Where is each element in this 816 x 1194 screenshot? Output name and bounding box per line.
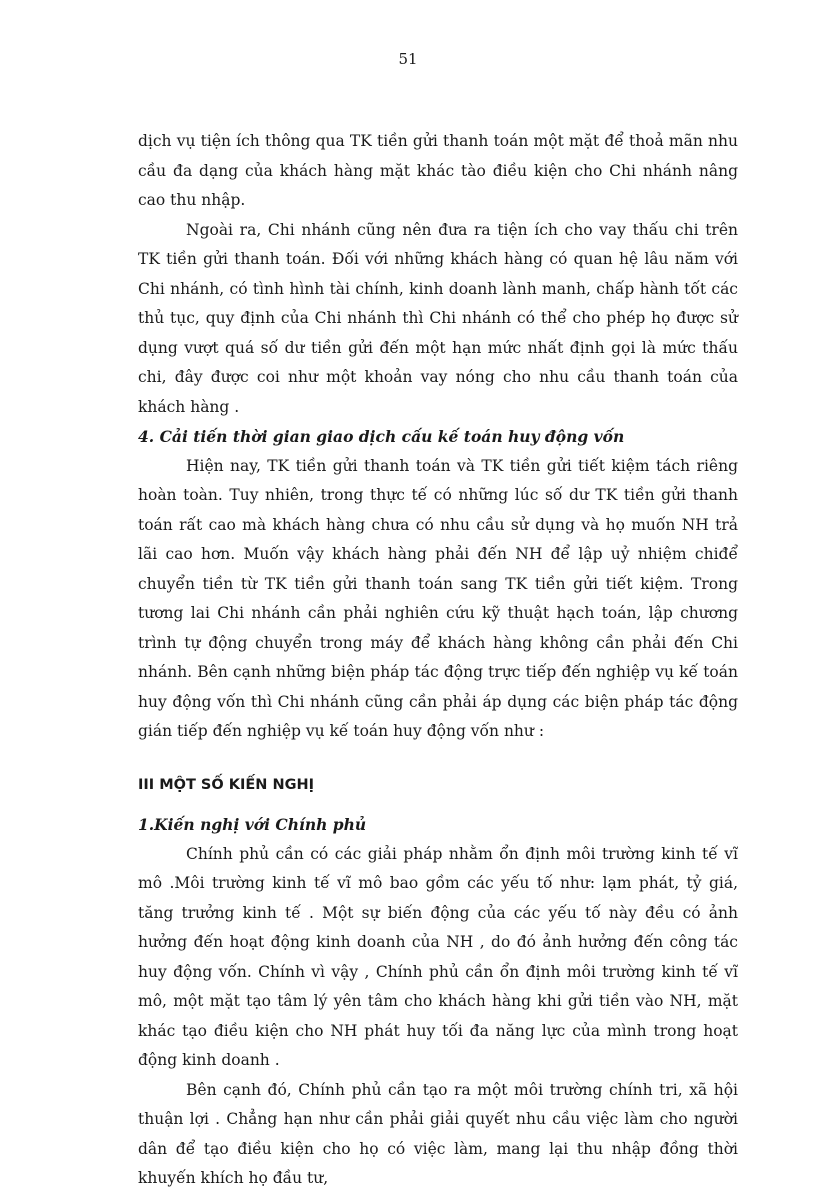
paragraph-hien-nay: Hiện nay, TK tiền gửi thanh toán và TK tiền gửi tiết kiệm tách riêng hoàn toàn. Tuy nhiên, trong thực tế có những lúc số dư TK tiền gửi thanh toán rất cao mà khách hàng chưa có nhu cầu sử dụng và họ muốn NH trả lãi cao hơn. Muốn vậy khách hàng phải đến NH để lập uỷ nhiệm chiđể chuyển tiền từ TK tiền gửi thanh toán sang TK tiền gửi tiết kiệm. Trong tương lai Chi nhánh cần phải nghiên cứu kỹ thuật hạch toán, lập chương trình tự động chuyển trong máy để khách hàng không cần phải đến Chi nhánh. Bên cạnh những biện pháp tác động trực tiếp đến nghiệp vụ kế toán huy động vốn thì Chi nhánh cũng cần phải áp dụng các biện pháp tác động gián tiếp đến nghiệp vụ kế toán huy động vốn như : <box>138 456 738 740</box>
paragraph-thau-chi: Ngoài ra, Chi nhánh cũng nên đưa ra tiện ích cho vay thấu chi trên TK tiền gửi thanh toán. Đối với những khách hàng có quan hệ lâu năm với Chi nhánh, có tình hình tài chính, kinh doanh lành manh, chấp hành tốt các thủ tục, quy định của Chi nhánh thì Chi nhánh có thể cho phép họ được sử dụng vượt quá số dư tiền gửi đến một hạn mức nhất định gọi là mức thấu chi, đây được coi như một khoản vay nóng cho nhu cầu thanh toán của khách hàng . <box>138 220 738 416</box>
heading-cai-tien-thoi-gian: 4. Cải tiến thời gian giao dịch cấu kế toán huy động vốn <box>138 427 625 446</box>
section-heading-kien-nghi: III MỘT SỐ KIẾN NGHỊ <box>138 776 315 793</box>
paragraph-moi-truong-vi-mo: Chính phủ cần có các giải pháp nhằm ổn định môi trường kinh tế vĩ mô .Môi trường kinh tế vĩ mô bao gồm các yếu tố như: lạm phát, tỷ giá, tăng trưởng kinh tế . Một sự biến động của các yếu tố này đều có ảnh hưởng đến hoạt động kinh doanh của NH , do đó ảnh hưởng đến công tác huy động vốn. Chính vì vậy , Chính phủ cần ổn định môi trường kinh tế vĩ mô, một mặt tạo tâm lý yên tâm cho khách hàng khi gửi tiền vào NH, mặt khác tạo điều kiện cho NH phát huy tối đa năng lực của mình trong hoạt động kinh doanh . <box>138 844 738 1069</box>
page-number: 51 <box>398 50 418 68</box>
page-body <box>138 127 738 1194</box>
paragraph-tien-ich: dịch vụ tiện ích thông qua TK tiền gửi thanh toán một mặt để thoả mãn nhu cầu đa dạng của khách hàng mặt khác tào điều kiện cho Chi nhánh nâng cao thu nhập. <box>138 132 738 209</box>
heading-kien-nghi-chinh-phu: 1.Kiến nghị với Chính phủ <box>138 815 367 834</box>
paragraph-chinh-tri-xa-hoi: Bên cạnh đó, Chính phủ cần tạo ra một môi trường chính tri, xã hội thuận lợi . Chẳng hạn như cần phải giải quyết nhu cầu việc làm cho người dân để tạo điều kiện cho họ có việc làm, mang lại thu nhập đồng thời khuyến khích họ đầu tư, <box>138 1080 738 1187</box>
